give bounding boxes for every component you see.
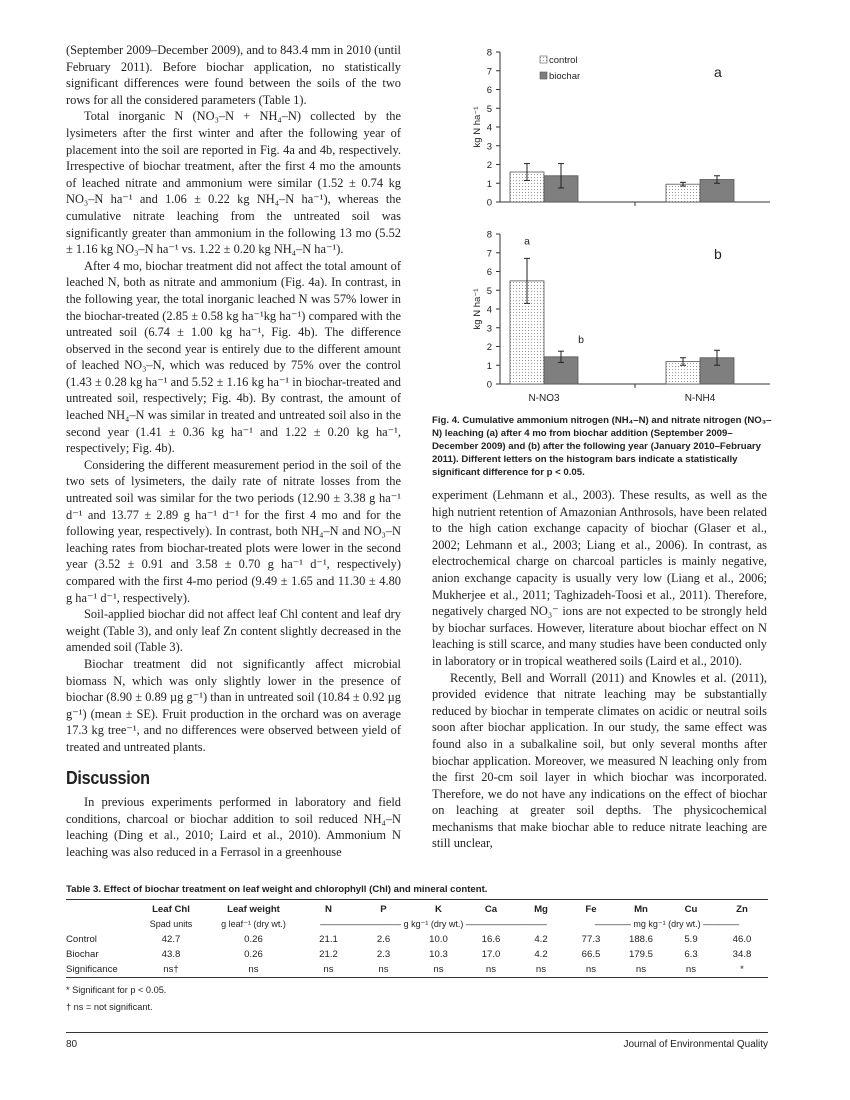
y-tick-label: 7 bbox=[486, 248, 492, 260]
table-header: Ca bbox=[484, 904, 498, 915]
table-cell: ns bbox=[248, 964, 259, 975]
figure-4-chart bbox=[432, 42, 777, 412]
table-row bbox=[66, 947, 768, 962]
x-category-label: N-NO3 bbox=[528, 393, 560, 404]
table-header: Leaf weight bbox=[227, 904, 280, 915]
y-tick-label: 0 bbox=[486, 379, 492, 391]
table-cell: 10.3 bbox=[429, 949, 448, 960]
page-number: 80 bbox=[66, 1039, 78, 1050]
panel-label: a bbox=[714, 64, 722, 80]
table-header: K bbox=[435, 904, 442, 915]
paragraph: Total inorganic N (NO₃–N + NH₄–N) collected by the lysimeters after the first winter and after the following year of placement into the soil are reported in Fig. 4a and 4b, respectively. Irrespective of biochar treatment, after the first 4 mo the amounts of leached nitrate and ammonium were similar (1.52 ± 0.74 kg NO₃–N ha⁻¹ and 1.06 ± 0.22 kg NH₄–N ha⁻¹), whereas the cumulative nitrate leaching from the untreated soil was significantly greater than ammonium in the following 13 mo (5.52 ± 1.16 kg NO₃–N ha⁻¹ vs. 1.22 ± 0.20 kg NH₄–N ha⁻¹). bbox=[66, 109, 401, 257]
bar-control-n-nh4 bbox=[666, 184, 700, 202]
y-tick-label: 4 bbox=[486, 122, 492, 134]
y-tick-label: 8 bbox=[486, 47, 492, 59]
paragraph: Considering the different measurement period in the soil of the two sets of lysimeters, the daily rate of nitrate losses from the untreated soil was similar for the two periods (12.90 ± 3.38 g ha⁻¹ d⁻¹ and 13.77 ± 2.89 g ha⁻¹ d⁻¹ for the first 4 mo and for the following year, respectively). In contrast, both NH₄–N and NO₃–N leaching rates from biochar-treated plots were lower in the second year (3.52 ± 0.91 and 3.58 ± 0.70 g ha⁻¹ d⁻¹, respectively) compared with the first 4-mo period (9.49 ± 1.65 and 11.30 ± 4.80 g ha⁻¹ d⁻¹, respectively). bbox=[66, 457, 401, 605]
table-cell: 16.6 bbox=[481, 934, 501, 945]
table-cell: ns bbox=[433, 964, 444, 975]
y-tick-label: 3 bbox=[486, 141, 492, 153]
significance-letter: b bbox=[578, 334, 584, 347]
table-cell: 4.2 bbox=[534, 949, 548, 960]
table-header: Mg bbox=[534, 904, 548, 915]
units-chl: Spad units bbox=[149, 919, 193, 929]
table-header: Fe bbox=[585, 904, 597, 915]
y-tick-label: 1 bbox=[486, 178, 492, 190]
legend-label: biochar bbox=[549, 71, 581, 82]
units-macro: ————————— g kg⁻¹ (dry wt.) ————————— bbox=[320, 919, 547, 929]
y-tick-label: 5 bbox=[486, 103, 492, 115]
paragraph: Recently, Bell and Worrall (2011) and Knowles et al. (2011), provided evidence that nitrate leaching may be substantially reduced by biochar in temperate climates on acidic or neutral soils soon after biochar application. In our study, the same effect was found also in a subalkaline soil, but only several months after biochar application. Moreover, we measured N leaching only from the first 20-cm soil layer in which biochar was incorporated. Therefore, we do not have any indications on the effect of biochar on leaching at greater soil depths. The physicochemical mechanisms that make biochar able to reduce nitrate leaching are still unclear, bbox=[432, 670, 767, 851]
legend-label: control bbox=[549, 55, 578, 66]
table-header: Zn bbox=[736, 904, 748, 915]
table-cell: 17.0 bbox=[481, 949, 501, 960]
table-header: Leaf Chl bbox=[152, 904, 190, 915]
y-axis-label: kg N ha⁻¹ bbox=[472, 106, 483, 148]
table-title: Table 3. Effect of biochar treatment on leaf weight and chlorophyll (Chl) and mineral content. bbox=[66, 884, 488, 895]
legend-swatch-control bbox=[540, 56, 547, 63]
table-header: P bbox=[380, 904, 387, 915]
table-cell: * bbox=[740, 964, 744, 975]
table-cell: 43.8 bbox=[161, 949, 181, 960]
paragraph: In previous experiments performed in laboratory and field conditions, charcoal or biochar addition to soil reduced NH₄–N leaching (Ding et al., 2010; Laird et al., 2010). Ammonium N leaching was also reduced in a Ferrasol in a greenhouse bbox=[66, 795, 401, 859]
table-header-row bbox=[66, 900, 768, 917]
footnote: * Significant for p < 0.05. bbox=[66, 985, 167, 995]
paragraph: Biochar treatment did not significantly affect microbial biomass N, which was only slightly lower in the presence of biochar (8.90 ± 0.89 µg g⁻¹) than in untreated soil (10.84 ± 0.92 µg g⁻¹) (mean ± SE). Fruit production in the orchard was on average 17.3 kg tree⁻¹, and no differences were observed between yield of treated and untreated plants. bbox=[66, 656, 401, 754]
table-cell: 21.1 bbox=[319, 934, 338, 945]
table-cell: 188.6 bbox=[628, 934, 653, 945]
y-tick-label: 2 bbox=[486, 342, 492, 353]
table-cell: ns bbox=[535, 964, 547, 975]
journal-name: Journal of Environmental Quality bbox=[623, 1039, 768, 1050]
y-tick-label: 8 bbox=[486, 229, 492, 241]
table-cell: ns bbox=[323, 964, 334, 975]
y-tick-label: 0 bbox=[486, 197, 492, 209]
table-cell: 179.5 bbox=[628, 949, 653, 960]
table-cell: 4.2 bbox=[534, 934, 548, 945]
table-cell: 46.0 bbox=[732, 934, 752, 945]
table-row-label: Biochar bbox=[66, 949, 99, 960]
table-3 bbox=[66, 884, 768, 1016]
units-micro: ———— mg kg⁻¹ (dry wt.) ———— bbox=[594, 919, 740, 929]
table-cell: 42.7 bbox=[161, 934, 181, 945]
table-cell: 34.8 bbox=[732, 949, 752, 960]
table-cell: ns bbox=[485, 964, 497, 975]
table-cell: ns† bbox=[163, 964, 179, 975]
y-tick-label: 5 bbox=[486, 285, 492, 297]
y-tick-label: 7 bbox=[486, 66, 492, 78]
table-header: N bbox=[325, 904, 332, 915]
figure-4 bbox=[432, 42, 777, 412]
table-header bbox=[66, 900, 136, 917]
x-category-label: N-NH4 bbox=[684, 393, 716, 404]
y-tick-label: 3 bbox=[486, 323, 492, 335]
table-cell: 5.9 bbox=[684, 934, 698, 945]
paragraph: Soil-applied biochar did not affect leaf Chl content and leaf dry weight (Table 3), and only leaf Zn content slightly decreased in the amended soil (Table 3). bbox=[66, 607, 401, 655]
units-weight: g leaf⁻¹ (dry wt.) bbox=[221, 919, 286, 929]
paragraph: After 4 mo, biochar treatment did not affect the total amount of leached N, both as nitrate and ammonium (Fig. 4a). In contrast, in the following year, the total inorganic leached N was 57% lower in the biochar-treated (2.85 ± 0.58 kg ha⁻¹kg ha⁻¹) compared with the untreated soil (6.74 ± 1.00 kg ha⁻¹, Fig. 4b). The difference observed in the second year is entirely due to the different amount of leached NO₃–N, which was reduced by 75% over the control (1.43 ± 0.28 kg ha⁻¹ and 5.52 ± 1.16 kg ha⁻¹ in biochar-treated and untreated soil, respectively; Fig. 4b). By contrast, the amount of leached NH₄–N was similar in treated and untreated soil also in the second year (1.41 ± 0.36 kg ha⁻¹ and 1.22 ± 0.20 kg ha⁻¹, respectively; Fig. 4b). bbox=[66, 258, 401, 456]
table-cell: 0.26 bbox=[244, 934, 263, 945]
table-cell: ns bbox=[685, 964, 697, 975]
figure-caption: Fig. 4. Cumulative ammonium nitrogen (NH₄–N) and nitrate nitrogen (NO₃–N) leaching (a) after 4 mo from biochar addition (September 2009–December 2009) and (b) after the following year (January 2010–February 2011). Different letters on the histogram bars indicate a statistically significant difference for p < 0.05. bbox=[432, 415, 772, 478]
table-header: Mn bbox=[634, 904, 648, 915]
page-footer bbox=[66, 1032, 768, 1050]
y-tick-label: 1 bbox=[486, 360, 492, 372]
legend-swatch-biochar bbox=[540, 72, 547, 79]
table-cell: ns bbox=[635, 964, 647, 975]
panel-label: b bbox=[714, 246, 722, 262]
table-units-row bbox=[66, 917, 768, 932]
table-cell: 6.3 bbox=[684, 949, 698, 960]
table-row-label: Control bbox=[66, 934, 97, 945]
table-row bbox=[66, 962, 768, 977]
table-footnotes bbox=[66, 982, 768, 1016]
y-tick-label: 2 bbox=[486, 160, 492, 171]
table-cell: 10.0 bbox=[429, 934, 448, 945]
y-axis-label: kg N ha⁻¹ bbox=[472, 288, 483, 330]
table-cell: 2.6 bbox=[376, 934, 391, 945]
left-column bbox=[66, 42, 401, 861]
table-row-label: Significance bbox=[66, 964, 118, 975]
table-header: Cu bbox=[684, 904, 698, 915]
table-cell: 2.3 bbox=[376, 949, 391, 960]
table-cell: 0.26 bbox=[244, 949, 263, 960]
right-column bbox=[432, 487, 767, 852]
footnote: † ns = not significant. bbox=[66, 1002, 153, 1012]
y-tick-label: 4 bbox=[486, 304, 492, 316]
paragraph: (September 2009–December 2009), and to 843.4 mm in 2010 (until February 2011). Before biochar application, no statistically significant differences were found between the soils of the two rows for all the considered parameters (Table 1). bbox=[66, 43, 401, 107]
significance-letter: a bbox=[524, 235, 530, 248]
table-cell: ns bbox=[378, 964, 389, 975]
table-cell: 21.2 bbox=[319, 949, 338, 960]
y-tick-label: 6 bbox=[486, 267, 492, 278]
section-heading: Discussion bbox=[66, 767, 150, 788]
table-cell: 77.3 bbox=[581, 934, 601, 945]
table-cell: 66.5 bbox=[581, 949, 601, 960]
table-row bbox=[66, 932, 768, 947]
paragraph: experiment (Lehmann et al., 2003). These results, as well as the high nutrient retention of Amazonian Anthrosols, have been related to the high cation exchange capacity of biochar (Glaser et al., 2002; Lehmann et al., 2003; Liang et al., 2006). In contrast, as electrochemical charge on charcoal particles is mainly negative, anion exchange capacity is usually very low (Liang et al., 2006; Mukherjee et al., 2011; Taghizadeh-Toosi et al., 2011). Therefore, negatively charged NO₃⁻ ions are not expected to be strongly held by biochar surfaces. However, literature about biochar effect on N leaching is still scarce, and many studies have been conducted only in laboratory or in tropical weathered soils (Laird et al., 2010). bbox=[432, 488, 767, 668]
y-tick-label: 6 bbox=[486, 85, 492, 96]
table-cell: ns bbox=[585, 964, 597, 975]
